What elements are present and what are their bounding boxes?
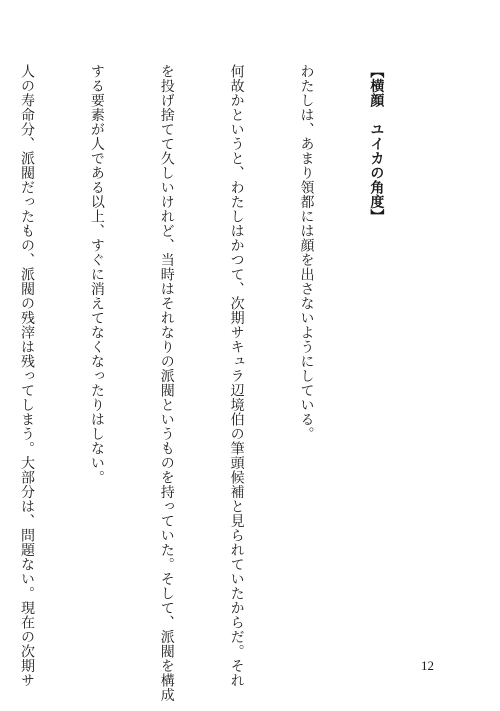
text-line: を投げ捨てて久しいけれど、当時はそれなりの派閥というものを持っていた。そして、派閥を構成 xyxy=(158,64,175,702)
page-number: 12 xyxy=(421,658,434,673)
text-line: 何故かというと、わたしはかつて、次期サキュラ辺境伯の筆頭候補と見られていたからだ。それ xyxy=(228,64,245,688)
text-line: 人の寿命分、派閥だったもの、派閥の残滓は残ってしまう。大部分は、問題ない。現在の次期サ xyxy=(18,64,35,688)
section-heading: 【横顔 ユイカの角度】 xyxy=(368,64,385,224)
text-line: わたしは、あまり領都には顔を出さないようにしている。 xyxy=(298,64,315,441)
text-line: する要素が人である以上、すぐに消えてなくなったりはしない。 xyxy=(88,64,105,485)
